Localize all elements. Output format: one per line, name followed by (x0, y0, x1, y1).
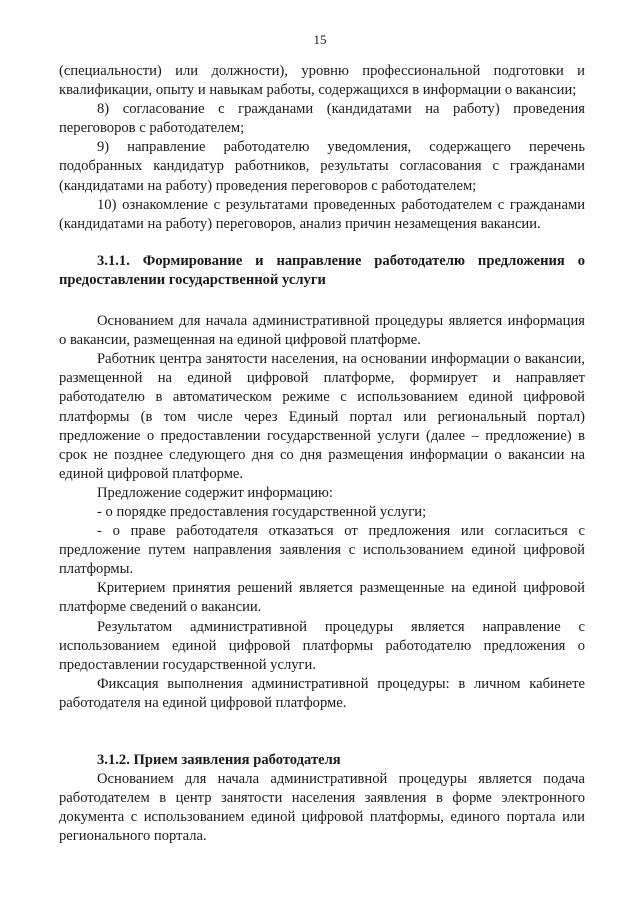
paragraph: Основанием для начала административной процедуры является подача работодателем в центр занятости населения заявления в форме электронного документа с использованием единой цифровой платформы, единого портала или регионального портала. (59, 771, 585, 845)
list-item-9: 9) направление работодателю уведомления, содержащего перечень подобранных кандидатур работников, результаты согласования с гражданами (кандидатами на работу) проведения переговоров с работодателем; (59, 139, 585, 194)
list-item-8: 8) согласование с гражданами (кандидатами на работу) проведения переговоров с работодателем; (59, 101, 585, 137)
paragraph: (специальности) или должности), уровню профессиональной подготовки и квалификации, опыту и навыкам работы, содержащихся в информации о вакансии; (59, 63, 585, 99)
paragraph: Предложение содержит информацию: (97, 484, 333, 501)
paragraph: Фиксация выполнения административной процедуры: в личном кабинете работодателя на единой цифровой платформе. (59, 675, 585, 711)
paragraph: Результатом административной процедуры является направление с использованием единой цифровой платформы работодателю предложения о предоставлении государственной услуги. (59, 618, 585, 673)
paragraph: Критерием принятия решений является размещенные на единой цифровой платформе сведений о вакансии. (59, 580, 585, 616)
section-heading-3-1-1: 3.1.1. Формирование и направление работодателю предложения о предоставлении государственной услуги (59, 252, 585, 288)
page-number: 15 (313, 32, 327, 47)
page-content (59, 62, 585, 846)
paragraph: Основанием для начала административной процедуры является информация о вакансии, размещенная на единой цифровой платформе. (59, 313, 585, 349)
list-item-10: 10) ознакомление с результатами проведенных работодателем с гражданами (кандидатами на работу) переговоров, анализ причин незамещения вакансии. (59, 196, 585, 232)
bullet-item: - о порядке предоставления государственной услуги; (97, 503, 427, 520)
bullet-item: - о праве работодателя отказаться от предложения или согласиться с предложение путем направления заявления с использованием единой цифровой платформы. (59, 523, 585, 578)
paragraph: Работник центра занятости населения, на основании информации о вакансии, размещенной на единой цифровой платформе, формирует и направляет работодателю в автоматическом режиме с использованием единой цифровой платформы (в том числе через Единый портал или региональный портал) предложение о предоставлении государственной услуги (далее – предложение) в срок не позднее следующего дня со дня размещения информации о вакансии на единой цифровой платформе. (59, 351, 585, 482)
section-heading-3-1-2: 3.1.2. Прием заявления работодателя (97, 752, 341, 768)
